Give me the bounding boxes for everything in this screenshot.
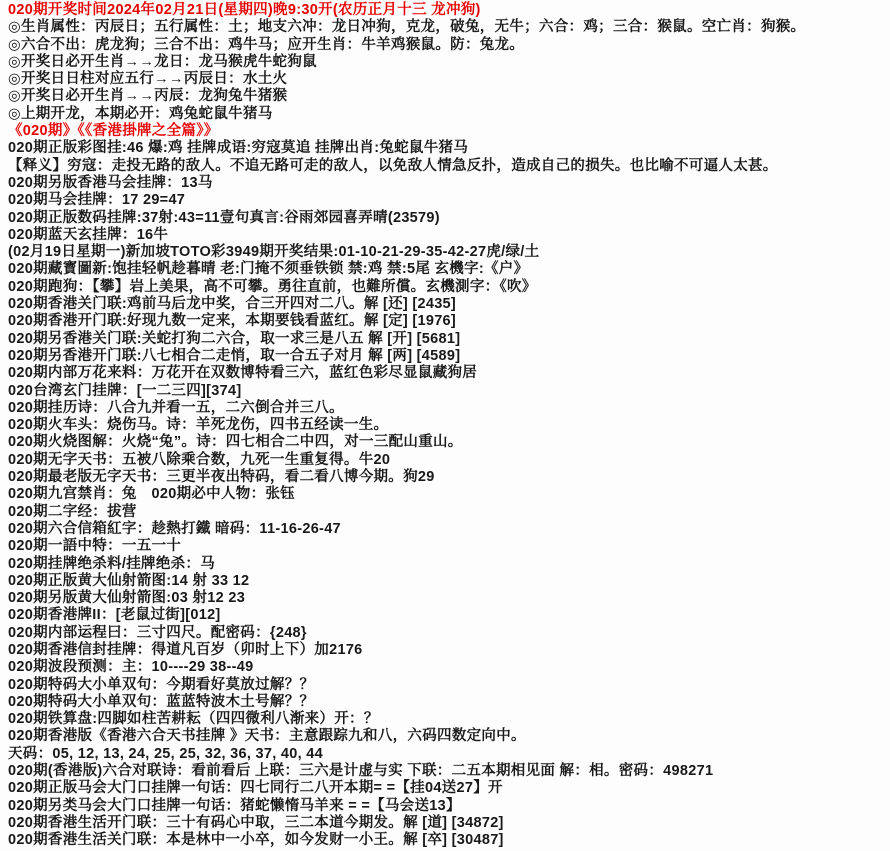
text-line: ◎六合不出：虎龙狗；三合不出：鸡牛马；应开生肖：牛羊鸡猴鼠。防：兔龙。 (8, 36, 525, 53)
text-line: 020期火烧图解：火烧“兔”。诗：四七相合二中四，对一三配山重山。 (8, 434, 463, 451)
text-line: 020期香港关门联:鸡前马后龙中奖，合三开四对二八。解 [还] [2435] (8, 296, 457, 313)
text-line: 020期另香港开门联:八七相合二走悄，取一合五子对月 解 [两] [4589] (8, 347, 461, 364)
text-line: 020期一語中特：一五一十 (8, 538, 182, 555)
text-line: 020期香港版《香港六合天书挂牌 》天书：主意跟踪九和八，六码四数定向中。 (8, 728, 526, 745)
text-line: 020期正版彩图挂:46 爆:鸡 挂牌成语:穷寇莫追 挂牌出肖:兔蛇鼠牛猪马 (8, 140, 469, 157)
text-line: 020期香港生活开门联：三十有码心中取，三二本道今期发。解 [道] [34872] (8, 814, 504, 831)
text-line: 020期正版马会大门口挂牌一句话：四七同行二八开本期= =【挂04送27】开 (8, 780, 503, 797)
text-line: 020期挂牌绝杀料/挂牌绝杀：马 (8, 555, 216, 572)
text-line: 020期香港信封挂牌：得道凡百岁（卯时上下）加2176 (8, 641, 363, 658)
text-line: ◎开奖日必开生肖→→丙辰：龙狗兔牛猪猴 (8, 88, 288, 105)
text-line: 020期正版数码挂牌:37射:43=11壹句真言:谷雨郊园喜弄晴(23579) (8, 209, 440, 226)
text-line: 020期另版黄大仙射箭图:03 射12 23 (8, 590, 246, 607)
text-line: 020期另香港关门联:关蛇打狗二六合，取一求三是八五 解 [开] [5681] (8, 330, 461, 347)
text-line: 020期火车头：烧伤马。诗：羊死龙伤，四书五经读一生。 (8, 417, 389, 434)
text-line: 020期六合信箱紅字：趁熱打鐵 暗码：11-16-26-47 (8, 520, 341, 537)
text-line: 020期蓝天玄挂牌：16牛 (8, 226, 169, 243)
text-line: 020期跑狗：【攀】岩上美果，高不可攀。勇往直前，也難所償。玄機測字：《吹》 (8, 278, 537, 295)
text-line: 020期波段预测：主：10----29 38--49 (8, 659, 254, 676)
page-title: 020期开奖时间2024年02月21日(星期四)晚9:30开(农历正月十三 龙冲狗) (8, 2, 481, 18)
text-line: 020期香港生活关门联：本是林中一小卒，如今发财一小王。解 [卒] [30487] (8, 832, 504, 849)
text-line: 020期无字天书：五被八除乘合数，九死一生重复得。牛20 (8, 451, 391, 468)
text-line: 020期铁算盘:四脚如柱苦耕耘（四四微利八渐来）开：？ (8, 711, 379, 728)
text-line: 020期马会挂牌：17 29=47 (8, 192, 186, 209)
text-line: ◎生肖属性：丙辰日；五行属性：土；地支六冲：龙日冲狗，克龙，破兔，无牛；六合：鸡；三合：猴鼠。空亡肖：狗猴。 (8, 19, 806, 36)
text-line: 020期内部运程曰：三寸四尺。配密码：{248} (8, 624, 307, 641)
text-line: 020期另版香港马会挂牌：13马 (8, 174, 213, 191)
text-line: 020期内部万花来料：万花开在双数博特看三六，蓝红色彩尽显鼠藏狗居 (8, 365, 478, 382)
text-line: 天码：05, 12, 13, 24, 25, 25, 32, 36, 37, 40, 44 (8, 745, 323, 762)
text-line: ◎上期开龙，本期必开：鸡兔蛇鼠牛猪马 (8, 105, 273, 122)
text-line: 020期特码大小单双句：蓝蓝特波木土号解？？ (8, 693, 315, 710)
text-line: 020期另类马会大门口挂牌一句话：猪蛇懒惰马羊来 = =【马会送13】 (8, 797, 461, 814)
text-line: 【释义】穷寇：走投无路的敌人。不追无路可走的敌人，以免敌人情急反扑，造成自己的损失。也比喻不可逼人太甚。 (8, 157, 778, 174)
text-line: 020期正版黄大仙射箭图:14 射 33 12 (8, 572, 250, 589)
text-line: (02月19日星期一)新加坡TOTO彩3949期开奖结果:01-10-21-29-35-42-27虎/绿/土 (8, 244, 540, 261)
text-line: 020期特码大小单双句：今期看好莫放过解？？ (8, 676, 315, 693)
text-line: 020期最老版无字天书：三更半夜出特码，看二看八博今期。狗29 (8, 469, 435, 486)
text-line: 020期九宫禁肖：兔 020期必中人物：张钰 (8, 486, 295, 503)
section-title-guapai: 《020期》《《香港掛牌之全篇》》 (8, 123, 219, 140)
text-line: ◎开奖日必开生肖→→龙日：龙马猴虎牛蛇狗鼠 (8, 53, 317, 70)
text-line: 020期二字经：拔营 (8, 503, 137, 520)
text-line: 020期香港牌II：[老鼠过街][012] (8, 607, 221, 624)
text-line: 020期香港开门联:好现九数一定来，本期要钱看蓝红。解 [定] [1976] (8, 313, 457, 330)
text-line: 020期挂历诗：八合九并看一五，二六倒合并三八。 (8, 399, 344, 416)
text-line: 020期(香港版)六合对联诗：看前看后 上联：三六是计虚与实 下联：二五本期相见面 解：相。密码：498271 (8, 763, 714, 780)
text-line: 020期藏寳圖新:饱挂轻帆趁暮晴 老:门掩不须垂铁锁 禁:鸡 禁:5尾 玄機字:《户》 (8, 261, 529, 278)
text-line: 020台湾玄门挂牌：[一二三四][374] (8, 382, 242, 399)
text-line: ◎开奖日日柱对应五行→→丙辰日：水土火 (8, 71, 288, 88)
